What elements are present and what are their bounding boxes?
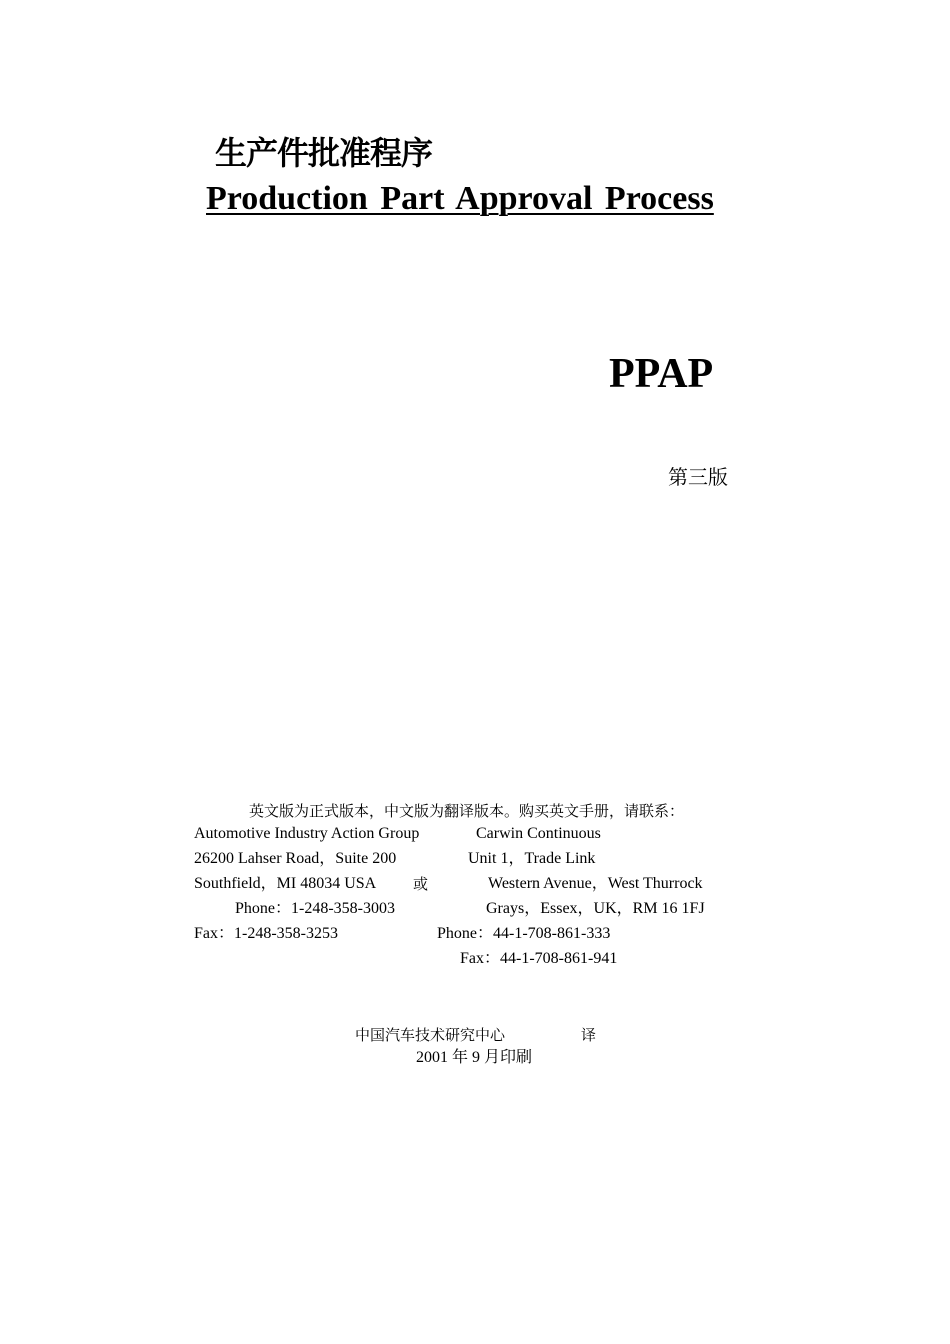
left-address-1: 26200 Lahser Road，Suite 200	[194, 850, 397, 867]
or-label: 或	[413, 875, 429, 893]
left-address-2: Southfield，MI 48034 USA	[194, 875, 377, 892]
right-address-1: Unit 1，Trade Link	[468, 850, 596, 867]
acronym-ppap: PPAP	[609, 351, 714, 397]
left-fax: Fax：1-248-358-3253	[194, 925, 338, 942]
left-phone: Phone：1-248-358-3003	[235, 900, 395, 917]
contact-intro: 英文版为正式版本，中文版为翻译版本。购买英文手册，请联系：	[249, 802, 685, 820]
edition-label: 第三版	[668, 465, 728, 489]
right-org: Carwin Continuous	[476, 825, 601, 842]
right-address-2: Western Avenue，West Thurrock	[488, 875, 703, 892]
translator-name: 中国汽车技术研究中心	[355, 1026, 506, 1044]
left-org: Automotive Industry Action Group	[194, 825, 420, 842]
title-english: Production Part Approval Process	[206, 180, 714, 217]
title-chinese: 生产件批准程序	[215, 134, 433, 172]
print-date: 2001 年 9 月印刷	[416, 1049, 533, 1066]
translator-label: 译	[581, 1026, 597, 1044]
right-phone: Phone：44-1-708-861-333	[437, 925, 611, 942]
right-fax: Fax：44-1-708-861-941	[460, 950, 618, 967]
right-address-3: Grays，Essex，UK，RM 16 1FJ	[486, 900, 705, 917]
